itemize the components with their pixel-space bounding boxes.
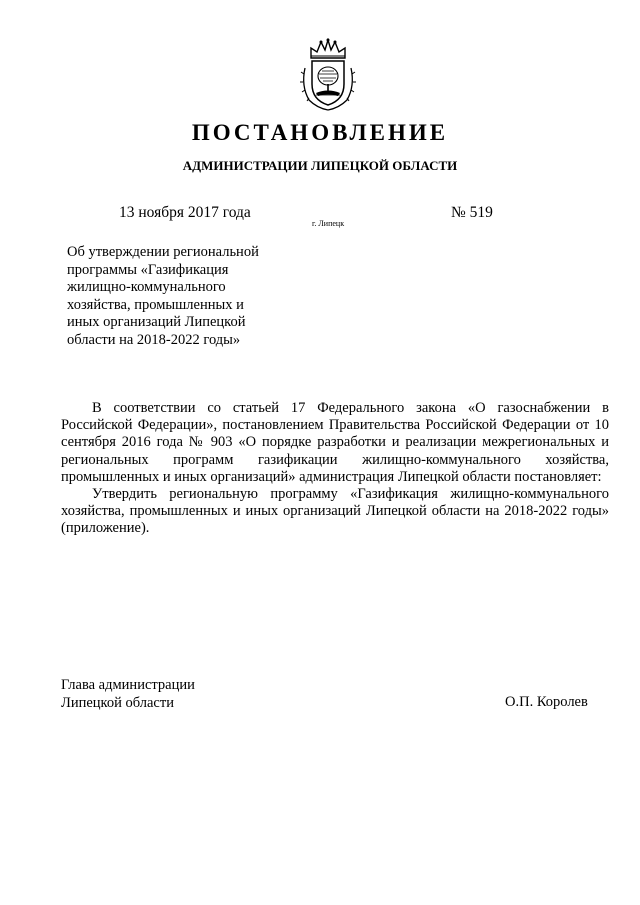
document-body: [61, 400, 609, 538]
subject-line: иных организаций Липецкой: [67, 314, 246, 330]
subject-line: хозяйства, промышленных и: [67, 296, 244, 313]
coat-of-arms-icon: [299, 38, 357, 112]
subject-line: программы «Газификация: [67, 261, 229, 278]
body-paragraph-2: Утвердить региональную программу «Газификация жилищно-коммунального хозяйства, промышленных и иных организаций Липецкой области на 2018-2022 годы» (приложение).: [61, 486, 609, 537]
signer-position-line2: Липецкой области: [61, 695, 174, 711]
document-number: № 519: [451, 204, 493, 221]
subject-line: жилищно-коммунального: [67, 279, 226, 295]
document-date: 13 ноября 2017 года: [119, 204, 251, 221]
body-paragraph-1: В соответствии со статьей 17 Федерального закона «О газоснабжении в Российской Федерации», постановлением Правительства Российской Федерации от 10 сентября 2016 года № 903 «О порядке разработки и реализации межрегиональных и региональных программ газификации жилищно-коммунального хозяйства, промышленных и иных организаций» администрация Липецкой области постановляет:: [61, 400, 609, 485]
signer-position-line1: Глава администрации: [61, 677, 195, 693]
signer-name: О.П. Королев: [505, 694, 588, 710]
page-title: ПОСТАНОВЛЕНИЕ: [191, 120, 449, 145]
signer-position: [61, 676, 195, 712]
page-subtitle: АДМИНИСТРАЦИИ ЛИПЕЦКОЙ ОБЛАСТИ: [182, 158, 458, 173]
document-subject: [67, 244, 297, 349]
document-place: г. Липецк: [312, 219, 345, 228]
subject-line: области на 2018-2022 годы»: [67, 331, 241, 348]
subject-line: Об утверждении региональной: [67, 244, 259, 260]
